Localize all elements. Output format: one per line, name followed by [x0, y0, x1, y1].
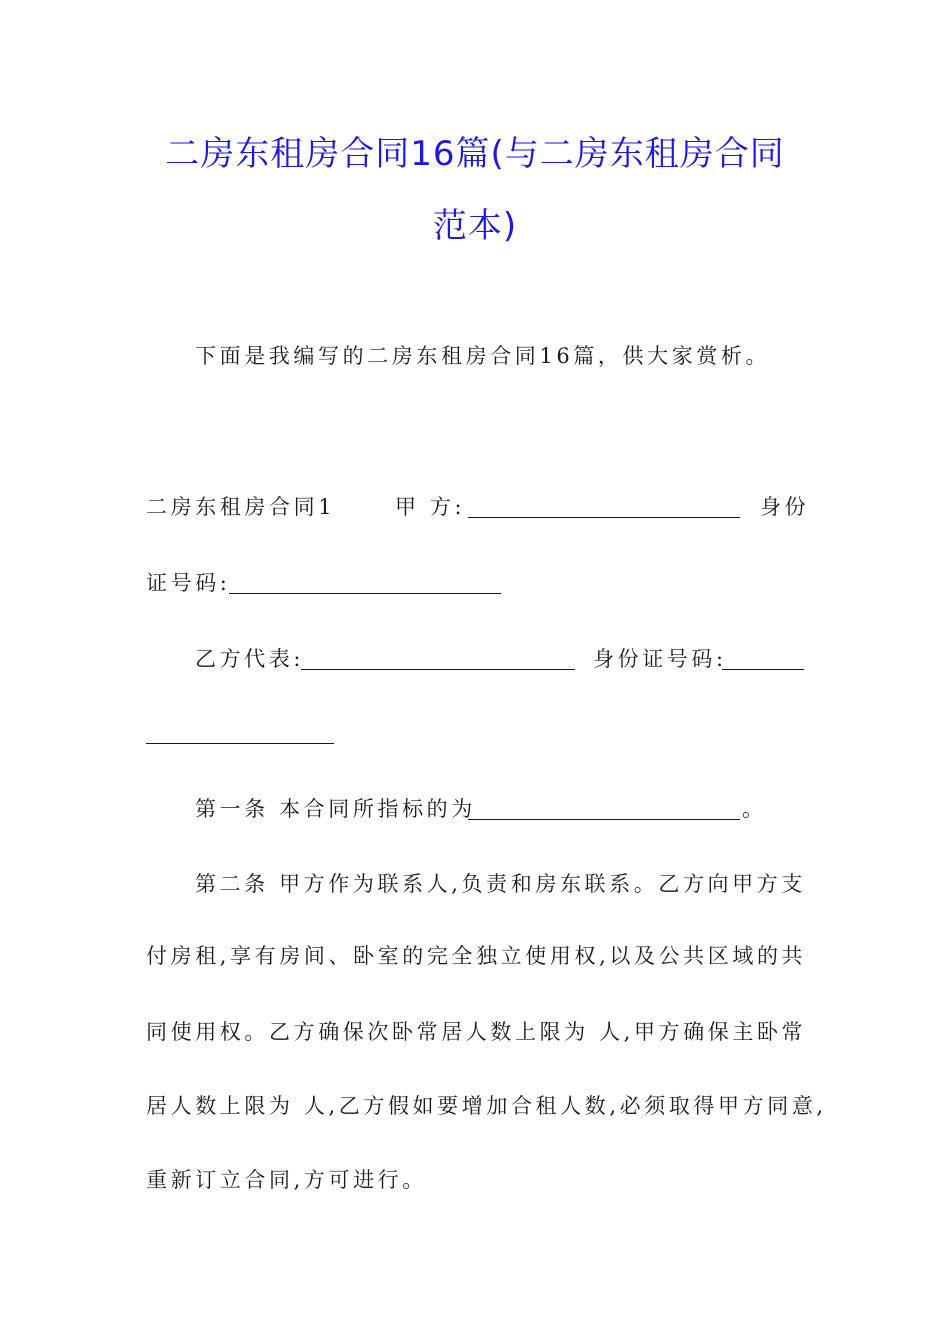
party-b-id-label: 身份证号码:: [593, 647, 727, 671]
article2-line4: 居人数上限为 人,乙方假如要增加合租人数,必须取得甲方同意,: [146, 1094, 827, 1118]
party-b-label: 乙方代表:: [195, 647, 305, 671]
party-a-id-blank: [229, 575, 501, 594]
article1-text: 第一条 本合同所指标的为: [195, 797, 476, 821]
document-title-line1: 二房东租房合同16篇(与二房东租房合同: [165, 134, 785, 174]
contract-heading: 二房东租房合同1: [146, 495, 336, 519]
article1-end: 。: [742, 797, 767, 821]
intro-paragraph: 下面是我编写的二房东租房合同16篇，供大家赏析。: [195, 344, 771, 368]
id-label-part1: 身份: [760, 495, 810, 519]
article2-line5: 重新订立合同,方可进行。: [146, 1168, 427, 1192]
party-a-label: 甲 方:: [395, 495, 466, 519]
party-b-id-blank-2: [146, 725, 334, 744]
party-b-blank: [301, 651, 575, 670]
party-b-id-blank-1: [722, 651, 804, 670]
party-a-blank: [468, 499, 740, 518]
article1-blank: [468, 801, 740, 820]
article2-line1: 第二条 甲方作为联系人,负责和房东联系。乙方向甲方支: [195, 872, 806, 896]
id-label-part2: 证号码:: [146, 571, 231, 595]
document-title-line2: 范本): [432, 206, 518, 246]
article2-line2: 付房租,享有房间、卧室的完全独立使用权,以及公共区域的共: [146, 944, 807, 968]
article2-line3: 同使用权。乙方确保次卧常居人数上限为 人,甲方确保主卧常: [146, 1020, 807, 1044]
